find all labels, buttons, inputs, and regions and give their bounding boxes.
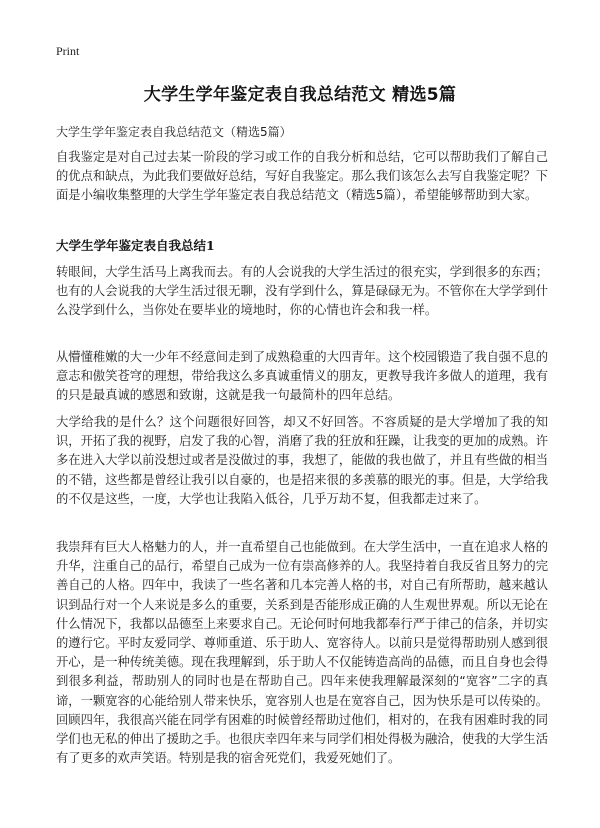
intro-paragraph: 自我鉴定是对自己过去某一阶段的学习或工作的自我分析和总结，它可以帮助我们了解自己的优点和缺点，为此我们要做好总结，写好自我鉴定。那么我们该怎么去写自我鉴定呢？下面是小编收集整理的大学生学年鉴定表自我总结范文（精选5篇），希望能够帮助到大家。 xyxy=(56,150,548,203)
body-paragraph: 我崇拜有巨大人格魅力的人，并一直希望自己也能做到。在大学生活中，一直在追求人格的升华，注重自己的品行，希望自己成为一位有崇高修养的人。我坚持着自我反省且努力的完善自己的人格。四年中，我读了一些名著和几本完善人格的书，对自己有所帮助，越来越认识到品行对一个人来说是多么的重要，关系到是否能形成正确的人生观世界观。所以无论在什么情况下，我都以品德至上来要求自己。无论何时何地我都奉行严于律己的信条，并切实的遵行它。平时友爱同学、尊师重道、乐于助人、宽容待人。以前只是觉得帮助别人感到很开心，是一种传统美德。现在我理解到，乐于助人不仅能铸造高尚的品德，而且自身也会得到很多利益，帮助别人的同时也是在帮助自己。四年来使我理解最深刻的“宽容”二字的真谛，一颗宽容的心能给别人带来快乐，宽容别人也是在宽容自己，因为快乐是可以传染的。回顾四年，我很高兴能在同学有困难的时候曾经帮助过他们，相对的，在我有困难时我的同学们也无私的伸出了援助之手。也很庆幸四年来与同学们相处得极为融洽，使我的大学生活有了更多的欢声笑语。特别是我的宿舍死党们，我爱死她们了。 xyxy=(56,540,548,766)
body-paragraph: 从懵懂稚嫩的大一少年不经意间走到了成熟稳重的大四青年。这个校园锻造了我自强不息的意志和傲笑苍穹的理想，带给我这么多真诚重情义的朋友，更教导我许多做人的道理，我有的只是最真诚的感恩和致谢，这就是我一句最简朴的四年总结。 xyxy=(56,350,548,403)
body-paragraph: 大学给我的是什么？这个问题很好回答，却又不好回答。不容质疑的是大学增加了我的知识，开拓了我的视野，启发了我的心智，消磨了我的狂放和狂躁，让我变的更加的成熟。许多在进入大学以前没想过或者是没做过的事，我想了，能做的我也做了，并且有些做的相当的不错，这些都是曾经让我引以自豪的，也是招来很的多羡慕的眼光的事。但是，大学给我的不仅是这些，一度，大学也让我陷入低谷，几乎万劫不复，但我都走过来了。 xyxy=(56,415,548,506)
body-paragraph: 转眼间，大学生活马上离我而去。有的人会说我的大学生活过的很充实，学到很多的东西；也有的人会说我的大学生活过很无聊，没有学到什么，算是碌碌无为。不管你在大学学到什么没学到什么，当你处在要毕业的境地时，你的心情也许会和我一样。 xyxy=(56,265,548,318)
page-title: 大学生学年鉴定表自我总结范文 精选5篇 xyxy=(143,85,457,105)
section-heading: 大学生学年鉴定表自我总结1 xyxy=(56,238,215,253)
document-subtitle: 大学生学年鉴定表自我总结范文（精选5篇） xyxy=(56,125,292,139)
print-label[interactable]: Print xyxy=(56,44,80,58)
